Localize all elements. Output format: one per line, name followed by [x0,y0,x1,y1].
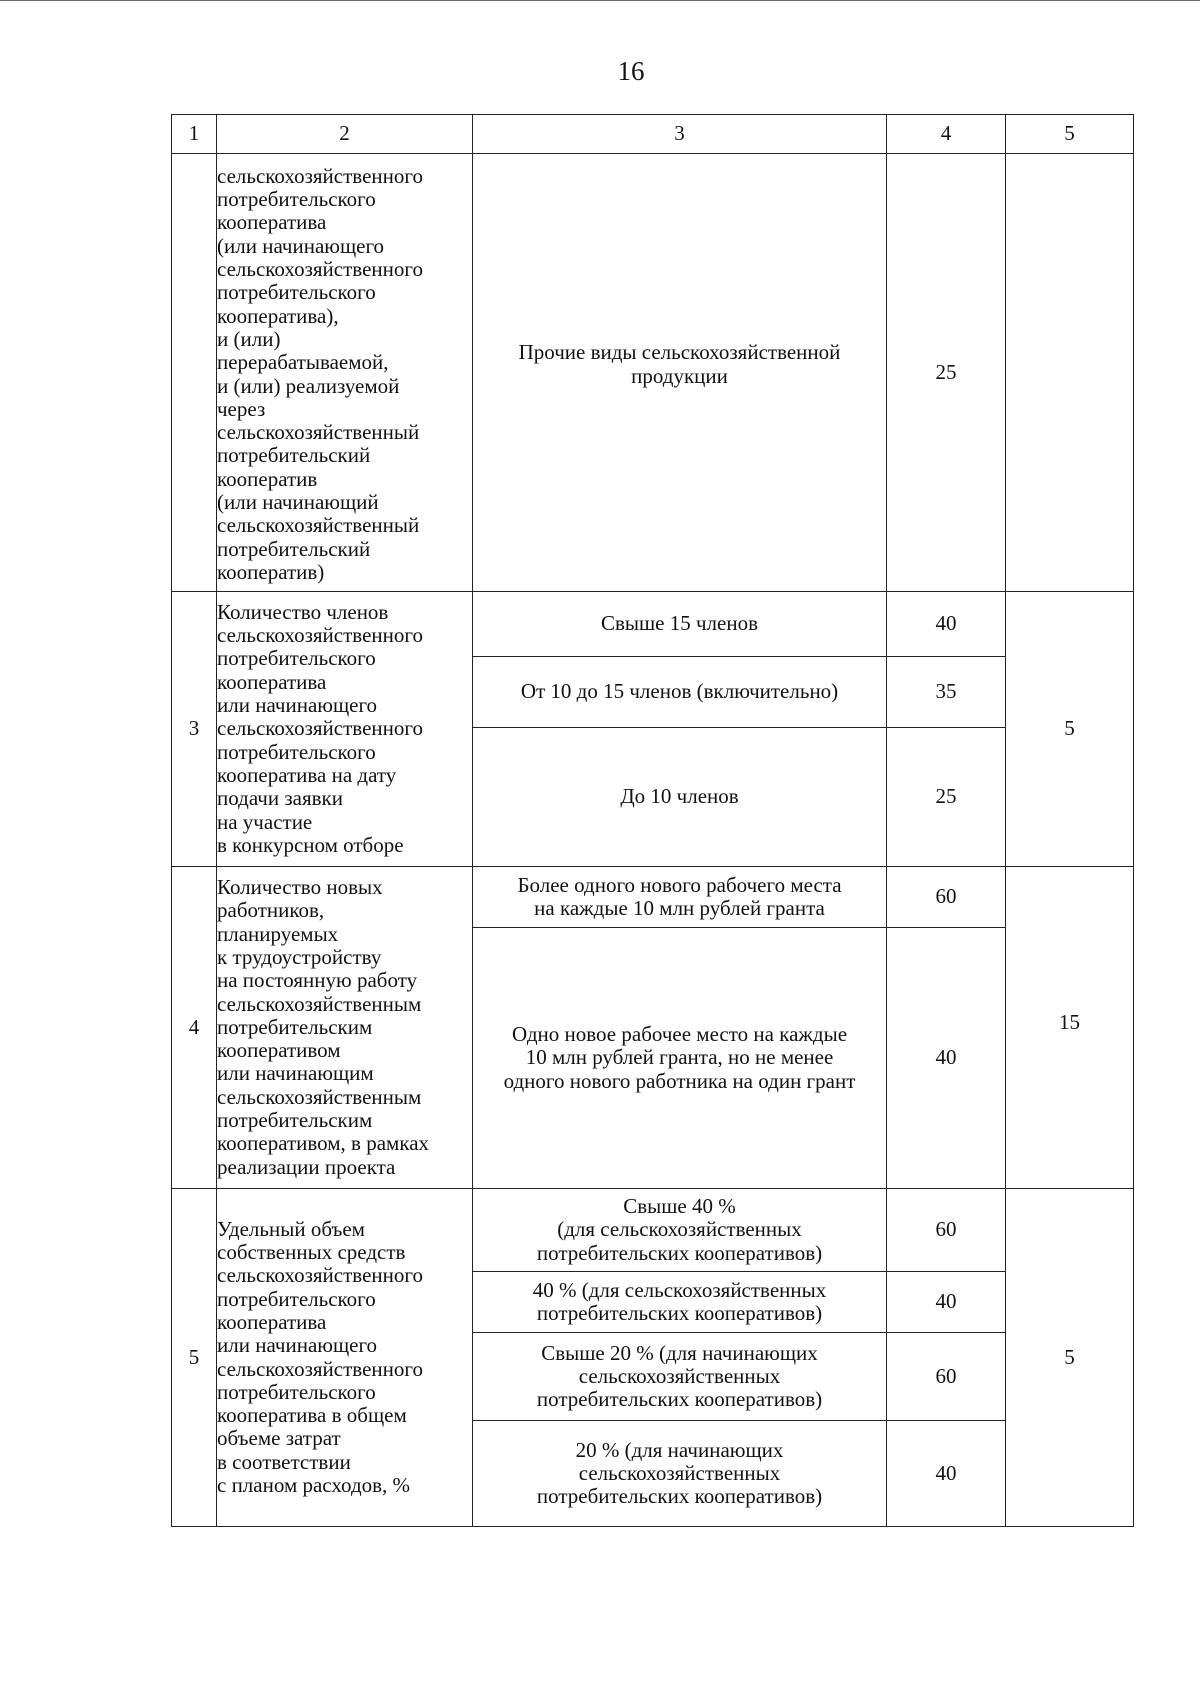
criterion-text: Количество новых работников, планируемых к трудоустройству на постоянную работу сельскохозяйственным потребительским кооперативом или начинающим сельскохозяйственным потребительским кооперативом, в рамках реализации проекта [217,867,473,1189]
score-value: 40 [887,928,1006,1189]
score-value: 25 [887,154,1006,592]
weight-value: 5 [1006,592,1134,867]
condition-text: Более одного нового рабочего места на каждые 10 млн рублей гранта [473,867,887,928]
score-value: 25 [887,728,1006,867]
score-value: 40 [887,592,1006,657]
header-cell: 3 [473,115,887,154]
score-value: 60 [887,867,1006,928]
condition-text: 20 % (для начинающих сельскохозяйственных потребительских кооперативов) [473,1421,887,1527]
table-row [172,592,1134,657]
criteria-table [171,114,1134,1527]
condition-text: Свыше 15 членов [473,592,887,657]
weight-value: 15 [1006,867,1134,1189]
score-value: 60 [887,1189,1006,1272]
criterion-text: Удельный объем собственных средств сельскохозяйственного потребительского кооператива или начинающего сельскохозяйственного потребительского кооператива в общем объеме затрат в соответствии с планом расходов, % [217,1189,473,1527]
condition-text: Свыше 40 % (для сельскохозяйственных потребительских кооперативов) [473,1189,887,1272]
page-number: 16 [617,56,645,86]
condition-text: Прочие виды сельскохозяйственной продукции [473,154,887,592]
weight-value: 5 [1006,1189,1134,1527]
weight-value [1006,154,1134,592]
table-header-row [172,115,1134,154]
table-row [172,1189,1134,1272]
row-number: 4 [172,867,217,1189]
row-number [172,154,217,592]
row-number: 5 [172,1189,217,1527]
score-value: 60 [887,1333,1006,1421]
table-row [172,154,1134,592]
header-cell: 4 [887,115,1006,154]
score-value: 35 [887,657,1006,728]
header-cell: 1 [172,115,217,154]
score-value: 40 [887,1421,1006,1527]
condition-text: 40 % (для сельскохозяйственных потребительских кооперативов) [473,1272,887,1333]
condition-text: До 10 членов [473,728,887,867]
condition-text: Одно новое рабочее место на каждые 10 млн рублей гранта, но не менее одного нового работника на один грант [473,928,887,1189]
header-cell: 2 [217,115,473,154]
criterion-text: Количество членов сельскохозяйственного потребительского кооператива или начинающего сельскохозяйственного потребительского кооператива на дату подачи заявки на участие в конкурсном отборе [217,592,473,867]
criterion-text: сельскохозяйственного потребительского кооператива (или начинающего сельскохозяйственного потребительского кооператива), и (или) перерабатываемой, и (или) реализуемой через сельскохозяйственный потребительский кооператив (или начинающий сельскохозяйственный потребительский кооператив) [217,154,473,592]
header-cell: 5 [1006,115,1134,154]
table-row [172,867,1134,928]
row-number: 3 [172,592,217,867]
score-value: 40 [887,1272,1006,1333]
condition-text: Свыше 20 % (для начинающих сельскохозяйственных потребительских кооперативов) [473,1333,887,1421]
page-top-edge [0,0,1200,1]
condition-text: От 10 до 15 членов (включительно) [473,657,887,728]
